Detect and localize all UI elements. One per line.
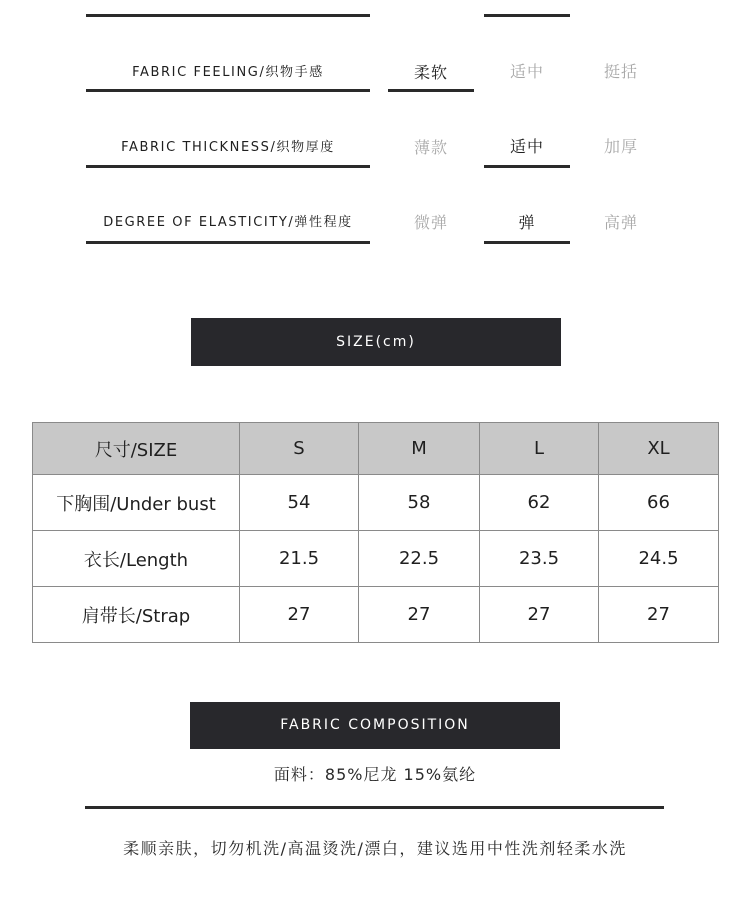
option-text: 高弹 [603,213,638,232]
table-row [33,587,719,643]
table-header-cell: S [240,423,359,475]
table-cell: 24.5 [599,531,719,587]
table-row-label: 肩带长/Strap [33,587,240,643]
table-row [33,531,719,587]
table-header-row [33,423,719,475]
table-row-label: 衣长/Length [33,531,240,587]
table-cell: 27 [240,587,359,643]
section-divider [85,806,664,809]
option-text-selected: 柔软 [413,63,448,82]
option-selected-underline [484,14,570,17]
fabric-composition-title: FABRIC COMPOSITION [280,717,470,733]
table-cell: 58 [359,475,480,531]
attribute-row-elasticity [0,210,750,250]
table-cell: 66 [599,475,719,531]
table-cell: 27 [480,587,599,643]
option-text: 适中 [509,62,544,81]
option-selected-underline [388,89,474,92]
table-header-cell: L [480,423,599,475]
attribute-label: FABRIC THICKNESS/织物厚度 [121,140,335,155]
attribute-underline [86,14,370,17]
option-text: 薄款 [413,138,448,157]
table-row [33,475,719,531]
table-cell: 21.5 [240,531,359,587]
option-text: 加厚 [603,137,638,156]
fabric-composition-banner [190,702,560,749]
attribute-row-partial [0,0,750,16]
table-row-label: 下胸围/Under bust [33,475,240,531]
care-instructions-text: 柔顺亲肤，切勿机洗/高温烫洗/漂白，建议选用中性洗剂轻柔水洗 [123,839,627,858]
option-text-selected: 适中 [509,137,544,156]
table-cell: 27 [359,587,480,643]
table-cell: 54 [240,475,359,531]
size-table [32,422,719,643]
table-header-cell: XL [599,423,719,475]
table-header-cell: 尺寸/SIZE [33,423,240,475]
table-cell: 23.5 [480,531,599,587]
attribute-underline [86,165,370,168]
option-selected-underline [484,241,570,244]
attribute-underline [86,89,370,92]
table-cell: 62 [480,475,599,531]
attribute-row-fabric-thickness [0,135,750,175]
size-section-banner [191,318,561,366]
option-text: 微弹 [413,213,448,232]
table-header-cell: M [359,423,480,475]
fabric-composition-text: 面料：85%尼龙 15%氨纶 [273,765,477,784]
attribute-label: DEGREE OF ELASTICITY/弹性程度 [103,215,353,230]
attribute-row-fabric-feeling [0,60,750,100]
table-cell: 22.5 [359,531,480,587]
attribute-label: FABRIC FEELING/织物手感 [132,65,324,80]
option-text-selected: 弹 [518,213,536,232]
attribute-underline [86,241,370,244]
table-cell: 27 [599,587,719,643]
option-selected-underline [484,165,570,168]
size-section-title: SIZE(cm) [336,334,416,350]
option-text: 挺括 [603,62,638,81]
